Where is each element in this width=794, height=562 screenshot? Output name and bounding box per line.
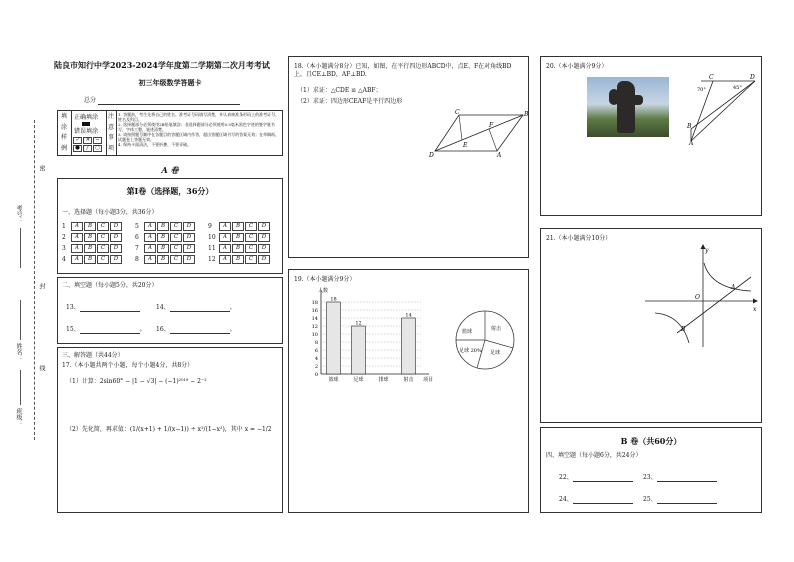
option-bubble[interactable]: D [183, 233, 195, 242]
x-tick-label: 足球 [353, 377, 364, 383]
bar-value-label: 12 [355, 320, 362, 327]
label-d: D [750, 74, 755, 81]
section-b-title: B 卷（共60分） [620, 436, 682, 446]
fill-guide-char: 样 [61, 134, 68, 141]
option-bubble[interactable]: A [219, 255, 231, 264]
fill-guide-char: 填 [61, 113, 68, 120]
q-number: 12 [208, 256, 216, 263]
angle-45: 45° [733, 85, 742, 91]
option-bubble[interactable]: A [71, 255, 83, 264]
option-bubble[interactable]: D [258, 233, 270, 242]
answer-blank-24[interactable] [573, 497, 633, 504]
y-tick-label: 6 [314, 347, 318, 354]
option-bubble[interactable]: C [97, 222, 109, 231]
angle-figure [687, 71, 759, 145]
label-a: A [689, 140, 694, 145]
y-tick-label: 16 [311, 307, 318, 314]
option-bubble[interactable]: D [183, 244, 195, 253]
option-bubble[interactable]: B [232, 255, 244, 264]
rock-shape [631, 95, 643, 105]
fill-guide-char: 涂 [61, 123, 68, 131]
option-bubble[interactable]: B [84, 255, 96, 264]
label-e: E [463, 142, 468, 149]
q-number: 9 [208, 223, 212, 230]
choice-grid [62, 221, 271, 265]
label-a: A [497, 152, 502, 159]
segment-ce [459, 115, 462, 140]
option-bubble[interactable]: A [71, 222, 83, 231]
x-tick-label: 射击 [403, 377, 414, 383]
choice-section [57, 178, 283, 274]
label-b: B [681, 326, 686, 333]
fill-guide-char: 例 [61, 144, 68, 152]
answer-blank-23[interactable] [657, 475, 717, 482]
option-bubble[interactable]: C [170, 222, 182, 231]
bar [352, 326, 366, 374]
notice-item: 1. 答题前，考生先将自己的姓名、准考证号码填写清楚，并认真核准条形码上的准考证号、姓名及科目。 [118, 112, 280, 122]
x-axis-arrow [753, 299, 758, 304]
q20-title: 20.（本小题满分9分） [546, 63, 608, 70]
correct-fill-label: 正确填涂 [74, 114, 99, 121]
coordinate-figure [641, 243, 761, 353]
q-number: 10 [208, 234, 216, 241]
name-underline [20, 300, 21, 340]
exam-no-underline [20, 228, 21, 268]
q-number: 6 [135, 234, 139, 241]
notice-char: 项 [108, 144, 115, 152]
fill-item-end: 。 [229, 326, 236, 333]
section-b-heading: 四、填空题（每小题6分，共24分） [546, 452, 642, 459]
fill-guide-box [57, 110, 283, 156]
margin-exam-no: 考号： [15, 205, 22, 223]
answer-blank-14[interactable] [170, 305, 230, 312]
q21-title: 21.（本小题满分10分） [546, 235, 612, 242]
option-bubble[interactable]: B [157, 255, 169, 264]
fill-item-end: 。 [139, 326, 146, 333]
section-b [540, 427, 762, 513]
bar-value-label: 14 [405, 312, 412, 319]
q-number: 4 [62, 256, 66, 263]
bar [327, 302, 341, 374]
pie-label: 足球 [490, 350, 501, 356]
option-bubble[interactable]: C [97, 233, 109, 242]
q19-title: 19.（本小题满分9分） [294, 276, 356, 283]
option-bubble[interactable]: A [71, 233, 83, 242]
q-number: 7 [135, 245, 139, 252]
x-tick-label: 排球 [378, 377, 389, 383]
notice-list [118, 112, 281, 147]
answer-blank-13[interactable] [80, 305, 140, 312]
option-bubble[interactable]: D [110, 255, 122, 264]
notice-char: 注 [108, 113, 115, 120]
q18-part2: （2）求证：四边形CEAF是平行四边形 [297, 98, 403, 105]
label-b: B [524, 111, 529, 118]
margin-line-char: 线 [38, 365, 45, 371]
margin-seat-char: 密 [38, 165, 45, 171]
label-c: C [455, 109, 460, 116]
y-tick-label: 8 [314, 339, 318, 346]
wrong-fill-samples: ✓ ✕ − [73, 137, 103, 144]
q19-section [288, 269, 529, 513]
option-bubble[interactable]: B [157, 233, 169, 242]
solve-section [57, 347, 283, 513]
label-d: D [429, 152, 434, 159]
label-a: A [731, 284, 736, 291]
wrong-fill-samples: ● / ○ [73, 145, 103, 152]
y-tick-label: 12 [311, 323, 318, 330]
part1-title: 第Ⅰ卷（选择题，36分） [126, 186, 214, 196]
q-number: 5 [135, 223, 139, 230]
wrong-fill-label: 错误填涂 [74, 128, 99, 135]
y-tick-label: 18 [311, 299, 318, 306]
label-o: O [695, 294, 700, 301]
label-y: y [705, 247, 709, 254]
binding-line [34, 120, 35, 440]
q17-part1: （1）计算：2sin60° − |1 − √3| − (−1)²⁰¹⁹ − 2⁻² [66, 378, 207, 385]
option-bubble[interactable]: A [71, 244, 83, 253]
q17-answer-area[interactable] [66, 442, 280, 508]
answer-blank-16[interactable] [170, 327, 230, 334]
option-bubble[interactable]: A [144, 244, 156, 253]
option-bubble[interactable]: C [170, 244, 182, 253]
q17-title: 17.（本小题共两个小题，每个小题4分，共8分） [62, 362, 194, 369]
margin-seal-char: 封 [38, 283, 45, 289]
fill-heading: 二、填空题（每小题5分，共20分） [62, 282, 158, 289]
option-bubble[interactable]: B [84, 222, 96, 231]
option-bubble[interactable]: A [144, 222, 156, 231]
correct-fill-sample [82, 122, 90, 126]
solve-heading: 三、解答题（共44分） [62, 352, 124, 359]
option-bubble[interactable]: B [157, 222, 169, 231]
fill-item-number: 22、 [559, 474, 573, 481]
segment-af [489, 129, 497, 151]
fill-item-number: 14、 [156, 304, 170, 311]
answer-blank-15[interactable] [80, 327, 140, 334]
margin-class: 班级： [15, 408, 22, 426]
option-bubble[interactable]: A [219, 222, 231, 231]
q18-part1: （1）求证：△CDE ≌ △ABF； [297, 87, 382, 94]
label-f: F [489, 122, 494, 129]
class-underline [20, 370, 21, 405]
label-b: B [687, 123, 692, 130]
section-a-title: A 卷 [161, 165, 179, 175]
option-bubble[interactable]: C [170, 255, 182, 264]
parallelogram-figure [429, 109, 529, 159]
option-bubble[interactable]: C [97, 255, 109, 264]
y-tick-label: 4 [314, 355, 318, 362]
fill-item-end: 。 [229, 304, 236, 311]
option-bubble[interactable]: D [183, 222, 195, 231]
x-tick-label: 篮球 [328, 377, 339, 383]
option-bubble[interactable]: D [110, 233, 122, 242]
notice-char: 意 [108, 123, 115, 131]
option-bubble[interactable]: B [84, 244, 96, 253]
margin-name: 姓名： [15, 343, 22, 361]
label-c: C [709, 74, 714, 81]
notice-item: 2. 选择题部分必须使用2B铅笔填涂；非选择题部分必须使用0.5毫米黑色字迹的签字笔书写，字体工整、笔迹清楚。 [118, 122, 275, 132]
angle-70: 70° [697, 87, 706, 93]
q17-part2: （2）先化简，再求值：(1/(x+1) + 1/(x−1)) ÷ x²/(1−x²)，其中 x = −1/2 [66, 426, 272, 433]
page-subtitle: 初三年级数学答题卡 [138, 78, 202, 87]
pie-label: 射击 [491, 326, 502, 332]
y-tick-label: 2 [314, 363, 318, 370]
label-x: x [753, 306, 757, 313]
option-bubble[interactable]: B [232, 222, 244, 231]
option-bubble[interactable]: D [110, 222, 122, 231]
pie-label: 足球 20% [459, 348, 482, 354]
option-bubble[interactable]: C [245, 233, 257, 242]
q-number: 8 [135, 256, 139, 263]
option-bubble[interactable]: C [245, 244, 257, 253]
notice-item: 3. 请按照题号顺序在各题目的答题区域内作答，超出答题区域书写的答案无效；在草稿纸、试题卷上答题无效。 [118, 132, 280, 142]
pie-chart [453, 308, 517, 372]
q-number: 1 [62, 223, 66, 230]
option-bubble[interactable]: A [219, 244, 231, 253]
option-bubble[interactable]: A [219, 233, 231, 242]
q-number: 2 [62, 234, 66, 241]
option-bubble[interactable]: B [157, 244, 169, 253]
q-number: 3 [62, 245, 66, 252]
page-title: 陆良市知行中学2023-2024学年度第二学期第二次月考考试 [54, 60, 270, 70]
option-bubble[interactable]: D [258, 255, 270, 264]
option-bubble[interactable]: C [97, 244, 109, 253]
option-bubble[interactable]: C [245, 255, 257, 264]
rock-shape [617, 81, 635, 133]
bar-value-label: 18 [330, 296, 337, 303]
y-tick-label: 10 [311, 331, 318, 338]
rock-photo [587, 77, 669, 137]
option-bubble[interactable]: D [258, 244, 270, 253]
bar [402, 318, 416, 374]
bar-chart [295, 286, 435, 386]
q20-section [540, 56, 762, 216]
rock-shape [609, 89, 619, 105]
fill-item-number: 24、 [559, 496, 573, 503]
fill-item-number: 23、 [643, 474, 657, 481]
notice-char: 事 [108, 134, 115, 141]
option-bubble[interactable]: B [232, 244, 244, 253]
x-axis-label: 项目 [423, 377, 434, 383]
option-bubble[interactable]: D [183, 255, 195, 264]
y-axis-label: 人数 [318, 288, 329, 294]
option-bubble[interactable]: B [84, 233, 96, 242]
total-score-label: 总分 [84, 97, 97, 104]
q-number: 11 [208, 245, 216, 252]
q18-section [288, 56, 529, 258]
option-bubble[interactable]: D [110, 244, 122, 253]
option-bubble[interactable]: A [144, 255, 156, 264]
answer-blank-22[interactable] [573, 475, 633, 482]
option-bubble[interactable]: A [144, 233, 156, 242]
fill-item-number: 16、 [156, 326, 170, 333]
fill-section [57, 277, 283, 344]
option-bubble[interactable]: D [258, 222, 270, 231]
q21-section [540, 228, 762, 423]
hyperbola-branch [704, 263, 751, 291]
part1-heading: 一、选择题（每小题3分，共36分） [62, 209, 158, 216]
option-bubble[interactable]: C [245, 222, 257, 231]
line-ab [677, 277, 751, 333]
answer-blank-25[interactable] [657, 497, 717, 504]
fill-item-number: 25、 [643, 496, 657, 503]
option-bubble[interactable]: B [232, 233, 244, 242]
y-tick-label: 14 [311, 315, 318, 322]
fill-item-number: 15、 [66, 326, 80, 333]
option-bubble[interactable]: C [170, 233, 182, 242]
total-score-field[interactable] [98, 104, 240, 105]
fill-item-number: 13、 [66, 304, 80, 311]
q18-text: 18.（本小题满分8分）已知，如图，在平行四边形ABCD中，点E、F在对角线BD上，且CE⊥BD，AF⊥BD. [294, 63, 512, 78]
y-tick-label: 0 [314, 371, 318, 378]
notice-item: 4. 保持卡面清洁，不要折叠、不要弄破。 [118, 142, 192, 147]
pie-label: 篮球 [462, 329, 473, 335]
